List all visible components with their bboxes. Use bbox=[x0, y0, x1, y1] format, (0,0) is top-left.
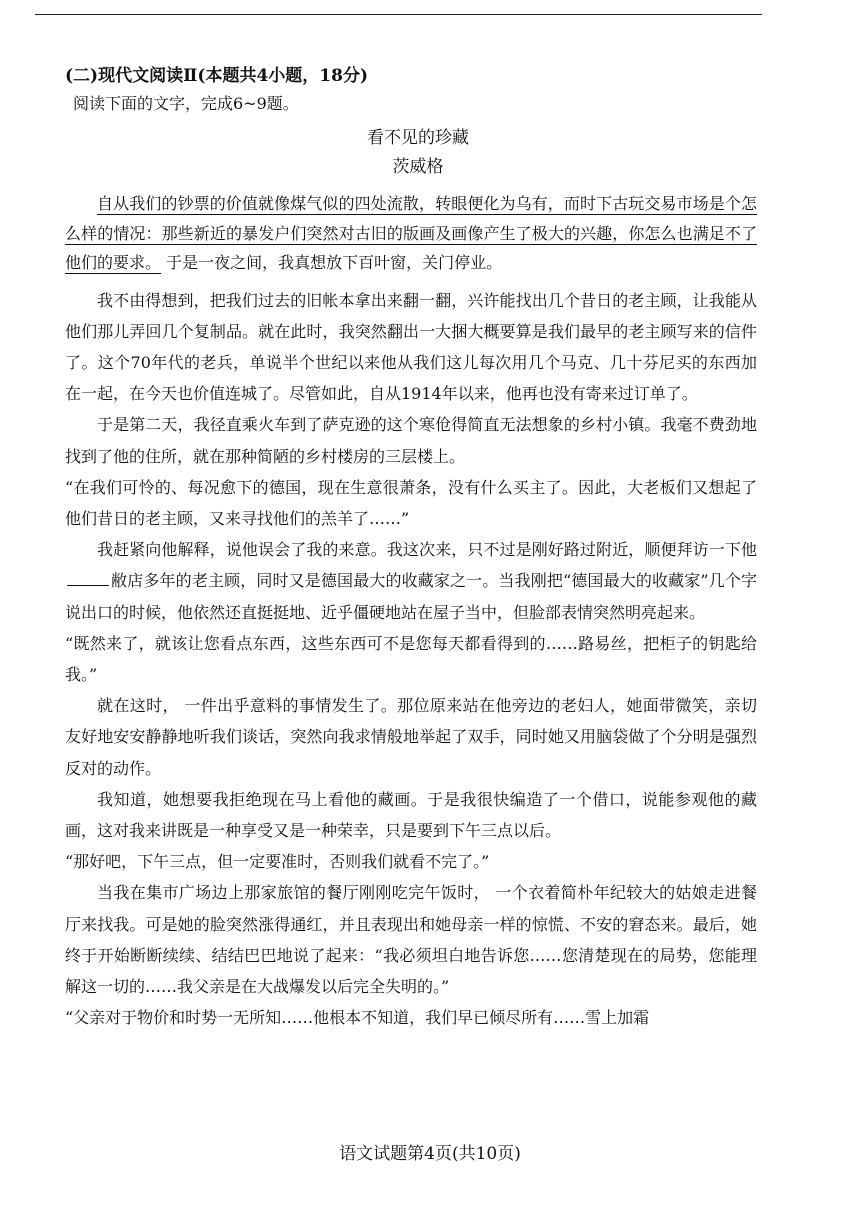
paragraph-4: “在我们可怜的、每况愈下的德国，现在生意很萧条，没有什么买主了。因此，大老板们又想起了他们昔日的老主顾，又来寻找他们的羔羊了……” bbox=[65, 477, 757, 528]
paragraph-5-after: 敝店多年的老主顾，同时又是德国最大的收藏家之一。当我刚把“德国最大的收藏家”几个字说出口的时候，他依然还直挺挺地、近乎僵硬地站在屋子当中，但脸部表情突然明亮起来。 bbox=[65, 571, 757, 622]
paragraph-8: 我知道，她想要我拒绝现在马上看他的藏画。于是我很快编造了一个借口，说能参观他的藏画，这对我来讲既是一种享受又是一种荣幸，只是要到下午三点以后。 bbox=[65, 789, 757, 840]
fill-in-blank bbox=[67, 571, 109, 586]
paragraph-9: “那好吧，下午三点，但一定要准时，否则我们就看不完了。” bbox=[65, 852, 490, 872]
top-rule bbox=[35, 14, 762, 15]
paragraph-1 bbox=[65, 189, 757, 278]
paragraph-3: 于是第二天，我径直乘火车到了萨克逊的这个寒伧得简直无法想象的乡村小镇。我毫不费劲地找到了他的住所，就在那种简陋的乡村楼房的三层楼上。 bbox=[65, 415, 757, 466]
paragraph-5-before: 我赶紧向他解释，说他误会了我的来意。我这次来，只不过是刚好路过附近，顺便拜访一下他 bbox=[97, 540, 757, 560]
underlined-sentence: 自从我们的钞票的价值就像煤气似的四处流散，转眼便化为乌有，而时下古玩交易市场是个怎么样的情况：那些新近的暴发户们突然对古旧的版画及画像产生了极大的兴趣，你怎么也满足不了他们的要求。 bbox=[65, 194, 757, 272]
paragraph-11: “父亲对于物价和时势一无所知……他根本不知道，我们早已倾尽所有……雪上加霜 bbox=[65, 1008, 650, 1028]
paragraph-10: 当我在集市广场边上那家旅馆的餐厅刚刚吃完午饭时， 一个衣着简朴年纪较大的姑娘走进餐厅来找我。可是她的脸突然涨得通红，并且表现出和她母亲一样的惊慌、不安的窘态来。最后，她终于开始断断续续、结结巴巴地说了起来：“我必须坦白地告诉您……您清楚现在的局势，您能理解这一切的……我父亲是在大战爆发以后完全失明的。” bbox=[65, 883, 757, 996]
section-heading: (二)现代文阅读Ⅱ(本题共4小题，18分) bbox=[65, 66, 368, 86]
article-title: 看不见的珍藏 bbox=[367, 128, 469, 148]
paragraph-7: 就在这时， 一件出乎意料的事情发生了。那位原来站在他旁边的老妇人，她面带微笑，亲切友好地安安静静地听我们谈话，突然向我求情般地举起了双手，同时她又用脑袋做了个分明是强烈反对的动作。 bbox=[65, 696, 757, 778]
page-content bbox=[65, 64, 757, 1033]
page-footer: 语文试题第4页(共10页) bbox=[339, 1144, 521, 1164]
paragraph-6: “既然来了，就该让您看点东西，这些东西可不是您每天都看得到的……路易丝，把柜子的钥匙给我。” bbox=[65, 633, 757, 684]
paragraph-1-rest: 于是一夜之间，我真想放下百叶窗，关门停业。 bbox=[161, 253, 503, 272]
section-instruction: 阅读下面的文字，完成6~9题。 bbox=[73, 94, 299, 113]
paragraph-2: 我不由得想到，把我们过去的旧帐本拿出来翻一翻，兴许能找出几个昔日的老主顾，让我能从他们那儿弄回几个复制品。就在此时，我突然翻出一大捆大概要算是我们最早的老主顾写来的信件了。这个70年代的老兵，单说半个世纪以来他从我们这儿每次用几个马克、几十芬尼买的东西加在一起，在今天也价值连城了。尽管如此，自从1914年以来，他再也没有寄来过订单了。 bbox=[65, 290, 757, 404]
article-author: 茨威格 bbox=[392, 157, 444, 177]
paragraph-5 bbox=[65, 534, 757, 628]
